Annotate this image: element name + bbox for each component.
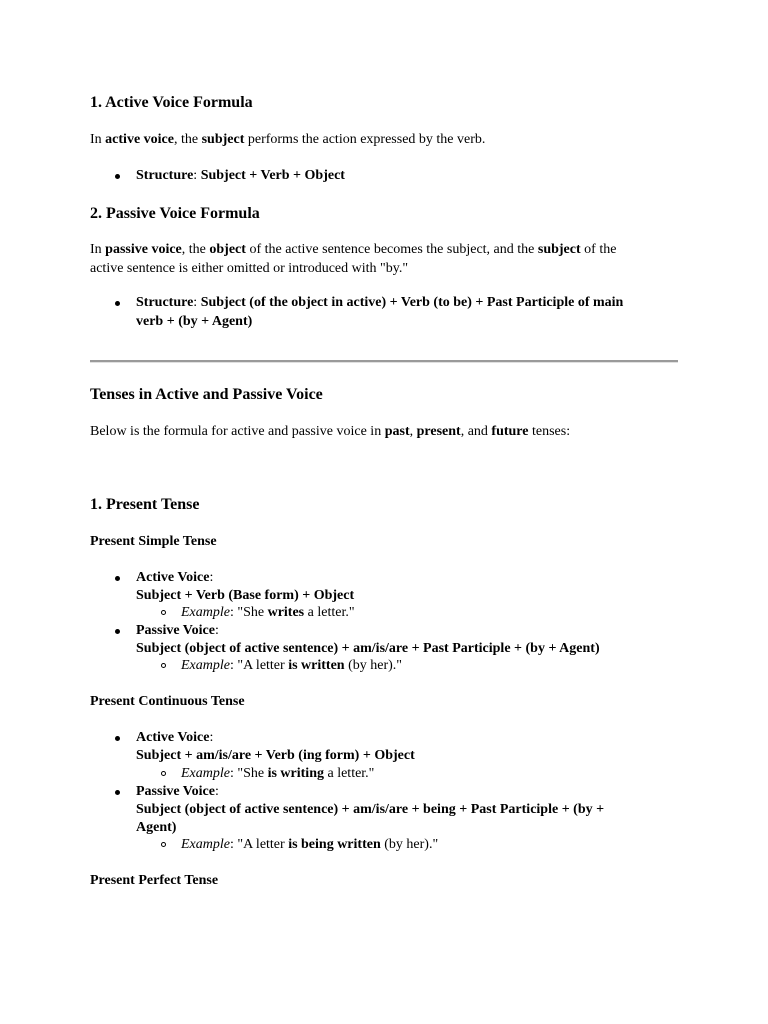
continuous-active-example: Example: "She is writing a letter." [181, 766, 375, 781]
bullet-icon [115, 576, 120, 581]
simple-passive-formula: Subject (object of active sentence) + am/is/are + Past Participle + (by + Agent) [136, 641, 600, 656]
present-simple-heading: Present Simple Tense [90, 534, 217, 549]
passive-formula-heading: 2. Passive Voice Formula [90, 205, 260, 222]
passive-formula-intro-line2: active sentence is either omitted or introduced with "by." [90, 261, 409, 276]
active-formula-intro: In active voice, the subject performs the action expressed by the verb. [90, 132, 486, 147]
bullet-icon [115, 301, 120, 306]
continuous-passive-formula-line2: Agent) [136, 820, 177, 835]
present-continuous-heading: Present Continuous Tense [90, 694, 245, 709]
bullet-icon [115, 629, 120, 634]
continuous-passive-example: Example: "A letter is being written (by her)." [181, 837, 439, 852]
circle-bullet-icon [161, 610, 166, 615]
passive-structure-item-line2: verb + (by + Agent) [136, 314, 253, 329]
circle-bullet-icon [161, 771, 166, 776]
bullet-icon [115, 790, 120, 795]
horizontal-rule [90, 360, 678, 363]
circle-bullet-icon [161, 663, 166, 668]
passive-structure-item-line1: Structure: Subject (of the object in active) + Verb (to be) + Past Participle of main [136, 295, 624, 310]
passive-formula-intro-line1: In passive voice, the object of the active sentence becomes the subject, and the subject of the [90, 242, 617, 257]
bullet-icon [115, 174, 120, 179]
present-tense-heading: 1. Present Tense [90, 496, 200, 513]
active-structure-item: Structure: Subject + Verb + Object [136, 168, 345, 183]
circle-bullet-icon [161, 842, 166, 847]
simple-active-formula: Subject + Verb (Base form) + Object [136, 588, 355, 603]
bullet-icon [115, 736, 120, 741]
simple-active-label: Active Voice: [136, 570, 214, 585]
simple-active-example: Example: "She writes a letter." [181, 605, 355, 620]
simple-passive-example: Example: "A letter is written (by her)." [181, 658, 402, 673]
tenses-heading: Tenses in Active and Passive Voice [90, 386, 323, 403]
continuous-passive-label: Passive Voice: [136, 784, 219, 799]
active-formula-heading: 1. Active Voice Formula [90, 94, 253, 111]
continuous-active-formula: Subject + am/is/are + Verb (ing form) + Object [136, 748, 415, 763]
continuous-passive-formula-line1: Subject (object of active sentence) + am/is/are + being + Past Participle + (by + [136, 802, 605, 817]
simple-passive-label: Passive Voice: [136, 623, 219, 638]
present-perfect-heading: Present Perfect Tense [90, 873, 219, 888]
continuous-active-label: Active Voice: [136, 730, 214, 745]
tenses-intro: Below is the formula for active and passive voice in past, present, and future tenses: [90, 424, 571, 439]
